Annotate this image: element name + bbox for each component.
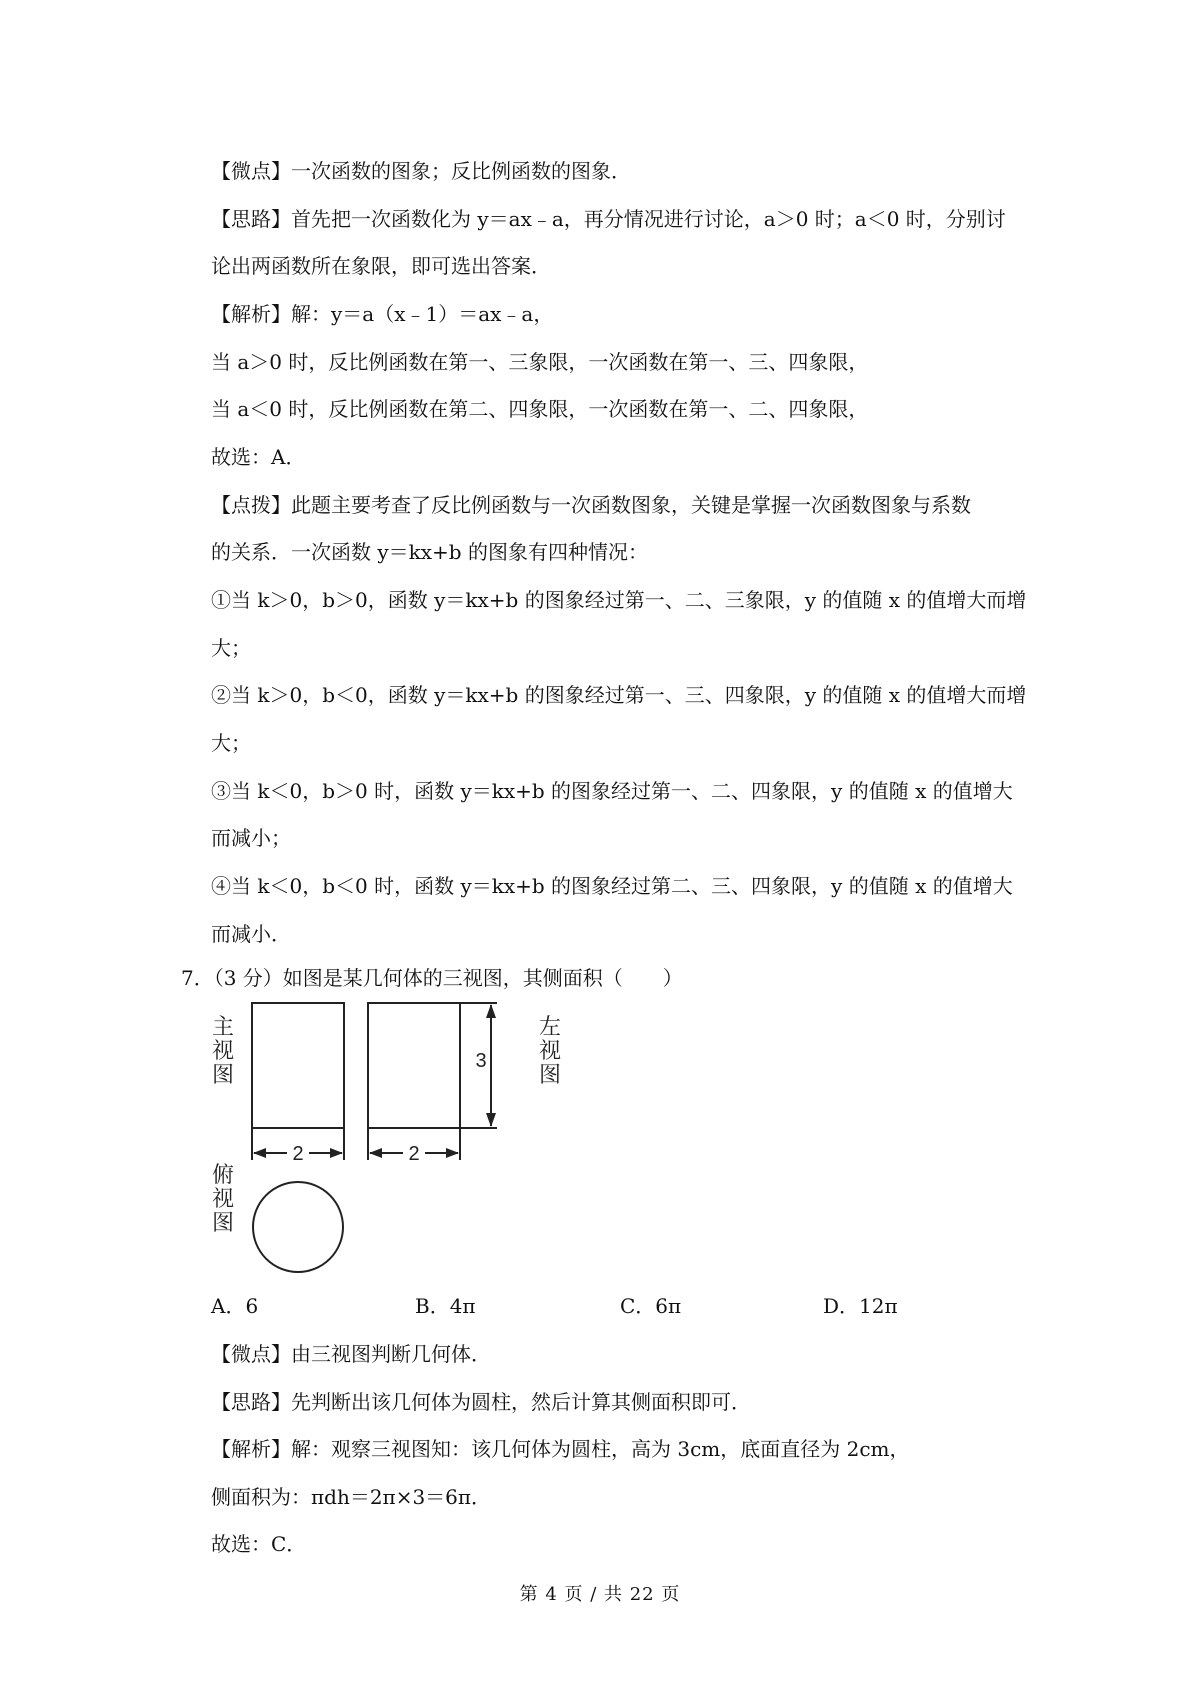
text-line-case-3-cont: 而减小； [211,826,291,850]
front-view-label: 主视图 [211,1015,235,1088]
height-label: 3 [475,1050,487,1072]
text-line-case-3: ③当 k＜0，b＞0 时，函数 y＝kx+b 的图象经过第一、二、四象限，y 的值随 x 的值增大 [211,779,1013,803]
answer-line-silu: 【思路】先判断出该几何体为圆柱，然后计算其侧面积即可． [211,1390,751,1414]
height-arrow-bottom [486,1113,496,1127]
front-view-rect [252,1003,344,1128]
text-line-case-a-negative: 当 a＜0 时，反比例函数在第二、四象限，一次函数在第一、二、四象限， [211,397,869,421]
option-d: D．12π [823,1294,898,1318]
top-view-circle [253,1182,343,1272]
left-view-rect [368,1003,460,1128]
three-view-figure [205,998,585,1283]
text-line-case-4: ④当 k＜0，b＜0 时，函数 y＝kx+b 的图象经过第二、三、四象限，y 的值随 x 的值增大 [211,874,1013,898]
answer-line-choice: 故选：C． [211,1532,307,1556]
text-line-case-1-cont: 大； [211,636,251,660]
text-line-jiexi: 【解析】解：y＝a（x﹣1）＝ax﹣a， [211,302,554,326]
option-a: A．6 [211,1294,259,1318]
option-c: C．6π [620,1294,682,1318]
answer-line-area: 侧面积为：πdh＝2π×3＝6π． [211,1485,492,1509]
front-width-arrow-left [253,1148,266,1158]
front-width-label: 2 [292,1143,304,1165]
question-7: 7．（3 分）如图是某几何体的三视图，其侧面积（ ） [181,966,683,990]
option-b: B．4π [415,1294,476,1318]
front-width-arrow-right [330,1148,343,1158]
text-line-case-2: ②当 k＞0，b＜0，函数 y＝kx+b 的图象经过第一、三、四象限，y 的值随 x 的值增大而增 [211,683,1027,707]
text-line-dianbo: 【点拨】此题主要考查了反比例函数与一次函数图象，关键是掌握一次函数图象与系数 [211,493,971,517]
answer-line-jiexi: 【解析】解：观察三视图知：该几何体为圆柱，高为 3cm，底面直径为 2cm， [211,1437,910,1461]
text-line-answer-a: 故选：A． [211,445,306,469]
left-width-label: 2 [408,1143,420,1165]
text-line-dianbo-cont: 的关系．一次函数 y＝kx+b 的图象有四种情况： [211,540,648,564]
left-view-label: 左视图 [538,1015,562,1088]
text-line-silu-cont: 论出两函数所在象限，即可选出答案． [211,254,551,278]
answer-line-weidian: 【微点】由三视图判断几何体． [211,1342,491,1366]
text-line-case-4-cont: 而减小． [211,922,291,946]
text-line-weidian: 【微点】一次函数的图象；反比例函数的图象． [211,159,631,183]
text-line-silu: 【思路】首先把一次函数化为 y＝ax﹣a，再分情况进行讨论，a＞0 时；a＜0 时，分别讨 [211,207,1006,231]
text-line-case-1: ①当 k＞0，b＞0，函数 y＝kx+b 的图象经过第一、二、三象限，y 的值随 x 的值增大而增 [211,588,1027,612]
top-view-label: 俯视图 [211,1163,235,1236]
height-arrow-top [486,1004,496,1018]
page-footer: 第 4 页 / 共 22 页 [519,1584,681,1605]
text-line-case-a-positive: 当 a＞0 时，反比例函数在第一、三象限，一次函数在第一、三、四象限， [211,350,869,374]
left-width-arrow-right [446,1148,459,1158]
left-width-arrow-left [369,1148,382,1158]
text-line-case-2-cont: 大； [211,731,251,755]
